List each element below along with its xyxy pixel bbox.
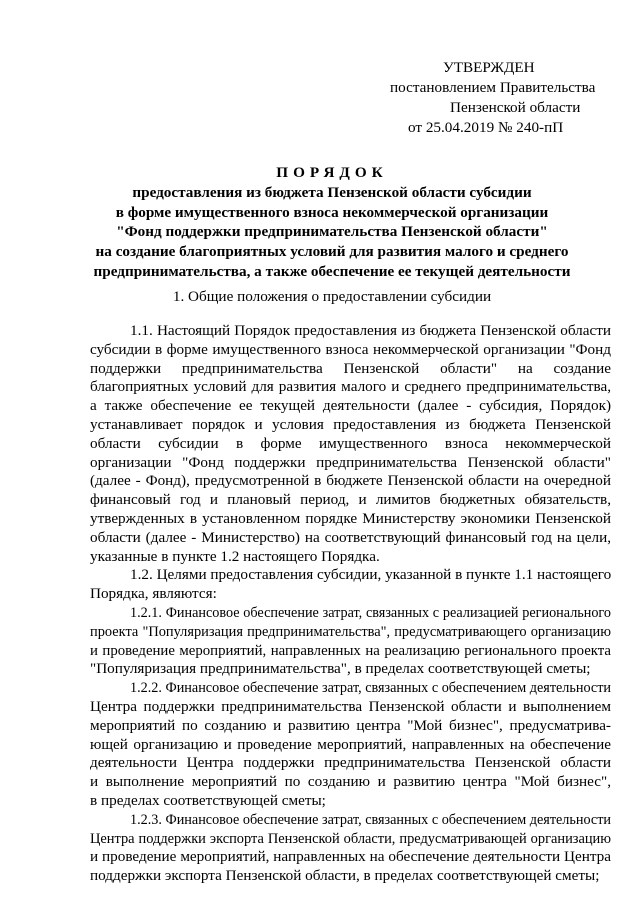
body-line: области (далее - Министерство) на соответствующий финансовый год на цели, <box>90 528 611 546</box>
title-line: "Фонд поддержки предпринимательства Пензенской области" <box>116 223 548 241</box>
title-line: на создание благоприятных условий для развития малого и среднего <box>95 243 569 261</box>
body-line: Центра поддержки предпринимательства Пензенской области и выполнением <box>90 697 611 715</box>
body-line: указанные в пункте 1.2 настоящего Порядка. <box>90 547 380 565</box>
body-line: финансовый год и плановый период, и лимитов бюджетных обязательств, <box>90 491 611 509</box>
body-line: благоприятных условий для развития малого и среднего предпринимательства, <box>90 378 611 396</box>
title-line: предпринимательства, а также обеспечение ее текущей деятельности <box>93 262 571 280</box>
approval-stamp <box>360 58 610 138</box>
body-line: 1.2.3. Финансовое обеспечение затрат, связанных с обеспечением деятельности <box>130 811 611 828</box>
document-title <box>62 163 602 282</box>
body-line: субсидии в форме имущественного взноса некоммерческой организации "Фонд <box>90 340 611 358</box>
body-line: Порядка, являются: <box>90 585 217 603</box>
body-line: поддержки предпринимательства Пензенской области" на создание <box>90 359 611 377</box>
body-line: 1.2.2. Финансовое обеспечение затрат, связанных с обеспечением деятельности <box>130 680 611 697</box>
body-line: в пределах соответствующей сметы; <box>90 791 326 809</box>
body-line: деятельности Центра поддержки предпринимательства Пензенской области <box>90 754 611 772</box>
body-line: (далее - Фонд), предусмотренной в бюджете Пензенской области на очередной <box>90 472 611 490</box>
body-line: ющей организацию и проведение мероприятий, направленных на обеспечение <box>90 735 611 753</box>
body-line: поддержки экспорта Пензенской области, в пределах соответствующей сметы; <box>90 867 600 885</box>
body-line: проекта "Популяризация предпринимательства", предусматривающего организацию <box>90 623 611 640</box>
body-line: 1.1. Настоящий Порядок предоставления из бюджета Пензенской области <box>130 322 611 339</box>
section-title: 1. Общие положения о предоставлении субсидии <box>172 288 492 305</box>
body-line: устанавливает порядок и условия предоставления из бюджета Пензенской <box>90 415 611 433</box>
approval-line-approved: УТВЕРЖДЕН <box>443 59 535 76</box>
body-line: утвержденных в установленном порядке Министерству экономики Пензенской <box>90 509 611 527</box>
title-line: в форме имущественного взноса некоммерческой организации <box>115 203 549 221</box>
approval-line-date-number: от 25.04.2019 № 240-пП <box>408 119 564 136</box>
title-line: предоставления из бюджета Пензенской области субсидии <box>132 183 532 201</box>
body-line: 1.2.1. Финансовое обеспечение затрат, связанных с реализацией регионального <box>130 604 611 621</box>
body-line: организации "Фонд поддержки предпринимательства Пензенской области" <box>90 453 611 471</box>
body-line: мероприятий по созданию и развитию центра "Мой бизнес", предусматрива- <box>90 716 611 734</box>
body-line: "Популяризация предпринимательства", в пределах соответствующей сметы; <box>90 660 591 678</box>
approval-line-resolution: постановлением Правительства <box>390 79 596 96</box>
body-line: а также обеспечение ее текущей деятельности (далее - субсидия, Порядок) <box>90 397 611 415</box>
body-line: и выполнение мероприятий по созданию и развитию центра "Мой бизнес", <box>90 773 611 791</box>
body-line: и проведение мероприятий, направленных на обеспечение деятельности Центра <box>90 848 611 866</box>
body-line: Центра поддержки экспорта Пензенской области, предусматривающей организацию <box>90 830 611 847</box>
approval-line-region: Пензенской области <box>450 99 581 116</box>
title-heading: ПОРЯДОК <box>276 164 388 181</box>
body-line: и проведение мероприятий, направленных на реализацию регионального проекта <box>90 642 611 659</box>
document-body <box>90 322 611 886</box>
body-line: 1.2. Целями предоставления субсидии, указанной в пункте 1.1 настоящего <box>130 566 612 584</box>
body-line: области субсидии в форме имущественного взноса некоммерческой <box>90 434 611 452</box>
